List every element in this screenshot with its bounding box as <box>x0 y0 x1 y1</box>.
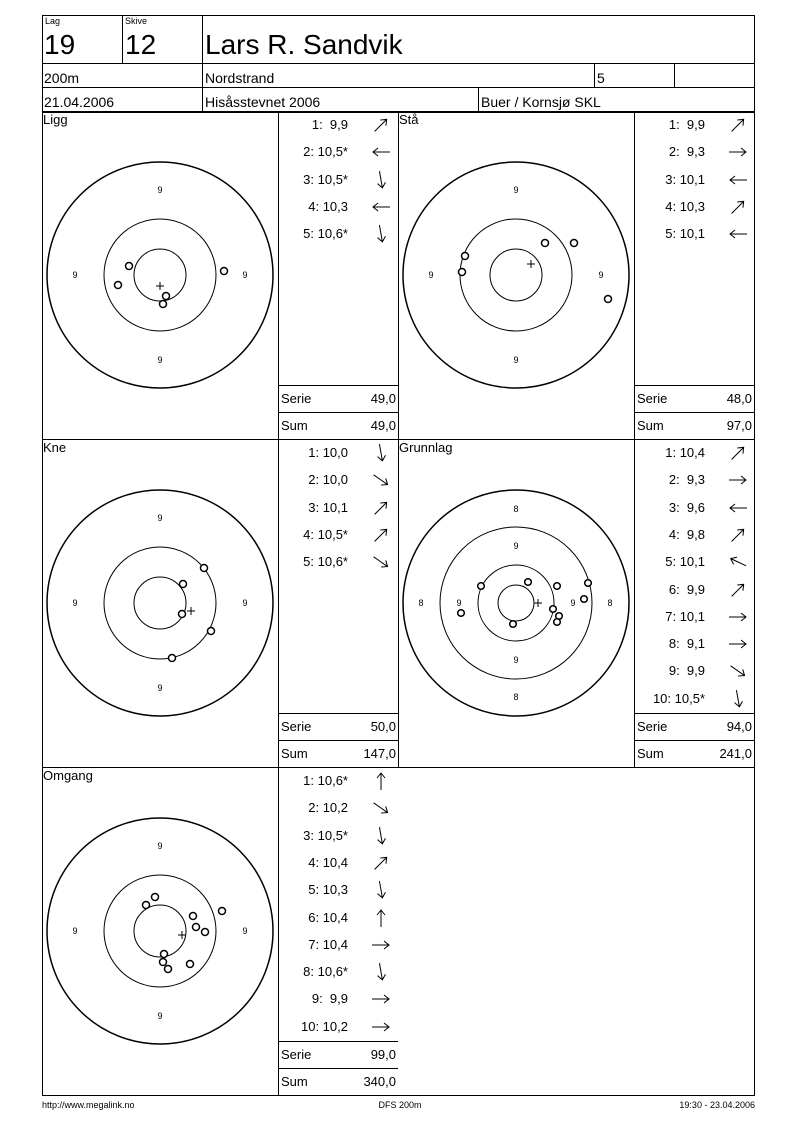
ring-label: 9 <box>72 926 78 936</box>
down-right-arrow-icon <box>727 662 749 680</box>
shot-value: 6: 9,9 <box>668 581 705 597</box>
down-arrow-icon <box>370 827 392 845</box>
shot-row <box>280 1019 396 1037</box>
shot-row <box>280 554 396 572</box>
shot-value: 3: 10,1 <box>665 171 705 187</box>
shot-hole <box>201 565 208 572</box>
shot-value: 1: 10,6* <box>303 773 348 788</box>
shot-value: 3: 10,1 <box>308 499 348 515</box>
shot-row <box>280 472 396 490</box>
shot-value: 4: 10,3 <box>665 198 705 214</box>
shot-row <box>636 199 753 217</box>
up-right-arrow-icon <box>727 444 749 462</box>
date: 21.04.2006 <box>44 94 115 110</box>
sum-label: Sum <box>637 418 664 433</box>
ring-label: 8 <box>513 692 519 702</box>
shot-hole <box>550 606 557 613</box>
serie-label: Serie <box>281 391 312 406</box>
left-arrow-icon <box>370 198 392 216</box>
skive-label: Skive <box>125 16 148 26</box>
shot-row <box>280 800 396 818</box>
up-right-arrow-icon <box>727 116 749 134</box>
right-arrow-icon <box>727 143 749 161</box>
shot-row <box>280 828 396 846</box>
footer-url: http://www.megalink.no <box>42 1100 135 1110</box>
ring-label: 9 <box>513 355 519 365</box>
footer-timestamp: 19:30 - 23.04.2006 <box>679 1100 755 1110</box>
target-kne <box>42 440 278 767</box>
shot-row <box>280 964 396 982</box>
footer-system: DFS 200m <box>378 1100 422 1110</box>
shot-value: 1: 9,9 <box>311 117 348 132</box>
ring-label: 9 <box>157 355 163 365</box>
ring-label: 8 <box>513 504 519 514</box>
shot-hole <box>510 621 517 628</box>
shot-value: 10: 10,2 <box>301 1018 348 1034</box>
shot-value: 5: 10,1 <box>665 226 705 242</box>
distance: 200m <box>44 70 80 86</box>
down-arrow-icon <box>370 171 392 189</box>
ring-label: 9 <box>72 598 78 608</box>
serie-label: Serie <box>281 719 312 734</box>
up-right-arrow-icon <box>727 198 749 216</box>
serie-value: 48,0 <box>726 391 752 406</box>
ring-label: 9 <box>570 598 576 608</box>
ring-label: 9 <box>598 270 604 280</box>
shot-value: 5: 10,3 <box>308 882 348 898</box>
shot-value: 1: 10,4 <box>665 445 705 460</box>
ring-label: 9 <box>72 270 78 280</box>
shot-hole <box>126 263 133 270</box>
sum-label: Sum <box>281 1074 308 1089</box>
sum-value: 340,0 <box>363 1074 396 1089</box>
shot-row <box>636 609 753 627</box>
shot-row <box>280 144 396 162</box>
shot-value: 4: 10,4 <box>308 854 348 870</box>
up-right-arrow-icon <box>727 581 749 599</box>
serie-value: 94,0 <box>726 719 752 734</box>
sum-value: 97,0 <box>726 418 752 433</box>
target-ligg <box>42 112 278 439</box>
shot-hole <box>115 282 122 289</box>
shot-row <box>280 991 396 1009</box>
shot-hole <box>169 655 176 662</box>
shot-hole <box>219 908 226 915</box>
shot-row <box>636 636 753 654</box>
shot-hole <box>161 951 168 958</box>
shot-value: 4: 10,3 <box>308 198 348 214</box>
up-right-arrow-icon <box>370 854 392 872</box>
shot-hole <box>180 581 187 588</box>
up-left-arrow-icon <box>727 553 749 571</box>
shot-value: 5: 10,1 <box>665 554 705 570</box>
left-arrow-icon <box>727 225 749 243</box>
shot-value: 9: 9,9 <box>311 991 348 1007</box>
left-arrow-icon <box>727 171 749 189</box>
shot-hole <box>221 268 228 275</box>
shot-value: 5: 10,6* <box>303 226 348 242</box>
shot-hole <box>571 240 578 247</box>
shot-hole <box>459 269 466 276</box>
shot-value: 1: 10,0 <box>308 445 348 460</box>
down-right-arrow-icon <box>370 553 392 571</box>
shot-hole <box>542 240 549 247</box>
shot-value: 7: 10,1 <box>665 608 705 624</box>
shot-row <box>636 445 753 463</box>
shot-row <box>280 172 396 190</box>
shot-row <box>636 582 753 600</box>
shot-row <box>280 445 396 463</box>
shot-hole <box>554 583 561 590</box>
shot-hole <box>143 902 150 909</box>
ring-label: 9 <box>242 598 248 608</box>
shot-value: 2: 10,5* <box>303 144 348 160</box>
up-right-arrow-icon <box>370 116 392 134</box>
shot-value: 3: 10,5* <box>303 827 348 843</box>
shot-hole <box>163 293 170 300</box>
ring-label: 9 <box>157 841 163 851</box>
down-arrow-icon <box>370 881 392 899</box>
right-arrow-icon <box>727 608 749 626</box>
shot-hole <box>478 583 485 590</box>
sum-value: 49,0 <box>370 418 396 433</box>
event: Hisåsstevnet 2006 <box>205 94 321 110</box>
shot-value: 1: 9,9 <box>668 117 705 132</box>
shot-row <box>636 472 753 490</box>
shot-hole <box>208 628 215 635</box>
left-arrow-icon <box>370 143 392 161</box>
shot-hole <box>160 959 167 966</box>
shot-value: 3: 9,6 <box>668 499 705 515</box>
shot-hole <box>190 913 197 920</box>
ring-label: 9 <box>513 185 519 195</box>
shot-row <box>636 691 753 709</box>
shot-hole <box>462 253 469 260</box>
shot-value: 7: 10,4 <box>308 936 348 952</box>
shot-value: 2: 9,3 <box>668 144 705 160</box>
sum-value: 241,0 <box>719 746 752 761</box>
shot-row <box>636 172 753 190</box>
down-right-arrow-icon <box>370 471 392 489</box>
shooter-name: Lars R. Sandvik <box>205 29 403 60</box>
shot-value: 9: 9,9 <box>668 663 705 679</box>
shot-value: 3: 10,5* <box>303 171 348 187</box>
serie-label: Serie <box>637 719 668 734</box>
sum-label: Sum <box>281 418 308 433</box>
shot-value: 5: 10,6* <box>303 554 348 570</box>
shot-hole <box>202 929 209 936</box>
shot-row <box>636 554 753 572</box>
right-arrow-icon <box>370 990 392 1008</box>
shot-value: 4: 9,8 <box>668 526 705 542</box>
left-arrow-icon <box>727 499 749 517</box>
shot-row <box>636 500 753 518</box>
lag-value: 19 <box>44 29 76 60</box>
shot-row <box>280 199 396 217</box>
ring-label: 9 <box>456 598 462 608</box>
shot-hole <box>458 610 465 617</box>
ring-label: 9 <box>513 655 519 665</box>
shot-hole <box>581 596 588 603</box>
up-right-arrow-icon <box>370 526 392 544</box>
serie-label: Serie <box>281 1047 312 1062</box>
shot-hole <box>585 580 592 587</box>
shot-row <box>280 527 396 545</box>
right-arrow-icon <box>727 471 749 489</box>
ring-label: 9 <box>157 683 163 693</box>
ring-label: 9 <box>428 270 434 280</box>
shot-value: 2: 10,2 <box>308 800 348 816</box>
target-grunnlag <box>398 440 634 767</box>
shot-row <box>636 117 753 135</box>
shot-value: 8: 9,1 <box>668 636 705 652</box>
ring-label: 9 <box>242 270 248 280</box>
shot-row <box>280 910 396 928</box>
shot-hole <box>160 301 167 308</box>
shot-row <box>280 226 396 244</box>
target-omgang <box>42 768 278 1095</box>
sum-label: Sum <box>637 746 664 761</box>
panel-title-omgang: Omgang <box>43 768 93 783</box>
down-arrow-icon <box>370 963 392 981</box>
right-arrow-icon <box>370 936 392 954</box>
shot-value: 6: 10,4 <box>308 909 348 925</box>
shot-value: 2: 9,3 <box>668 472 705 488</box>
serie-value: 50,0 <box>370 719 396 734</box>
ring-label: 8 <box>607 598 613 608</box>
shot-hole <box>193 924 200 931</box>
up-arrow-icon <box>370 772 392 790</box>
lag-label: Lag <box>45 16 61 26</box>
shot-row <box>636 663 753 681</box>
shot-value: 4: 10,5* <box>303 526 348 542</box>
panel-title-sta: Stå <box>399 112 419 127</box>
ring-label: 9 <box>513 541 519 551</box>
panel-title-kne: Kne <box>43 440 67 455</box>
panel-title-grunnlag: Grunnlag <box>399 440 453 455</box>
shot-row <box>280 773 396 791</box>
shot-row <box>636 226 753 244</box>
serie-value: 49,0 <box>370 391 396 406</box>
sum-value: 147,0 <box>363 746 396 761</box>
down-arrow-icon <box>727 690 749 708</box>
shot-hole <box>152 894 159 901</box>
down-arrow-icon <box>370 444 392 462</box>
class-value: 5 <box>597 70 605 86</box>
club: Nordstrand <box>205 70 275 86</box>
shot-value: 2: 10,0 <box>308 472 348 488</box>
shot-hole <box>554 619 561 626</box>
shot-value: 10: 10,5* <box>652 690 705 706</box>
location: Buer / Kornsjø SKL <box>481 94 601 110</box>
shot-hole <box>187 961 194 968</box>
right-arrow-icon <box>370 1018 392 1036</box>
shot-hole <box>179 611 186 618</box>
panel-title-ligg: Ligg <box>43 112 68 127</box>
serie-label: Serie <box>637 391 668 406</box>
ring-label: 8 <box>418 598 424 608</box>
shot-row <box>280 937 396 955</box>
shot-row <box>636 527 753 545</box>
shot-row <box>280 882 396 900</box>
shot-row <box>280 117 396 135</box>
shot-row <box>636 144 753 162</box>
right-arrow-icon <box>727 635 749 653</box>
ring-label: 9 <box>157 513 163 523</box>
down-arrow-icon <box>370 225 392 243</box>
serie-value: 99,0 <box>370 1047 396 1062</box>
shot-hole <box>165 966 172 973</box>
target-sta <box>398 112 634 439</box>
ring-label: 9 <box>242 926 248 936</box>
ring-label: 9 <box>157 1011 163 1021</box>
up-right-arrow-icon <box>370 499 392 517</box>
up-right-arrow-icon <box>727 526 749 544</box>
down-right-arrow-icon <box>370 799 392 817</box>
sum-label: Sum <box>281 746 308 761</box>
shot-value: 8: 10,6* <box>303 964 348 980</box>
shot-row <box>280 500 396 518</box>
shot-hole <box>605 296 612 303</box>
shot-row <box>280 855 396 873</box>
shot-hole <box>525 579 532 586</box>
ring-label: 9 <box>157 185 163 195</box>
up-arrow-icon <box>370 909 392 927</box>
skive-value: 12 <box>125 29 157 60</box>
